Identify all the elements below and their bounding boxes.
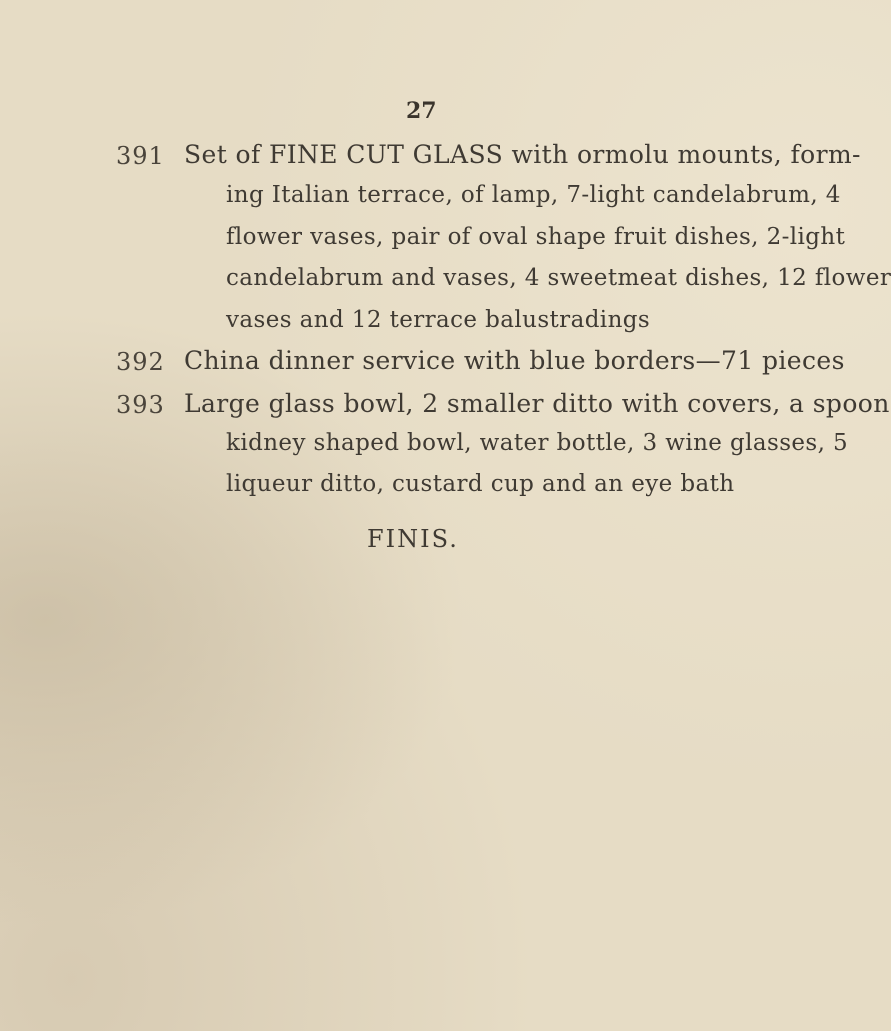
lot-description-line: Set of FINE CUT GLASS with ormolu mounts, form- [184,140,861,169]
lot-description-line: China dinner service with blue borders—71 pieces [184,346,845,375]
page-number: 27 [406,98,437,124]
lot-description-line: Large glass bowl, 2 smaller ditto with covers, a spoon [184,389,890,418]
lot-description-line: ing Italian terrace, of lamp, 7-light candelabrum, 4 [226,182,841,208]
lot-number: 393 [116,391,165,419]
lot-description-line: kidney shaped bowl, water bottle, 3 wine glasses, 5 [226,430,849,456]
lot-description-line: liqueur ditto, custard cup and an eye bath [226,471,735,497]
finis-closing: FINIS. [367,525,459,553]
lot-description-line: vases and 12 terrace balustradings [226,307,651,333]
lot-description-line: flower vases, pair of oval shape fruit dishes, 2-light [226,224,846,250]
lot-description-line: candelabrum and vases, 4 sweetmeat dishes, 12 flower [226,265,891,291]
lot-number: 391 [116,142,165,170]
lot-number: 392 [116,348,165,376]
